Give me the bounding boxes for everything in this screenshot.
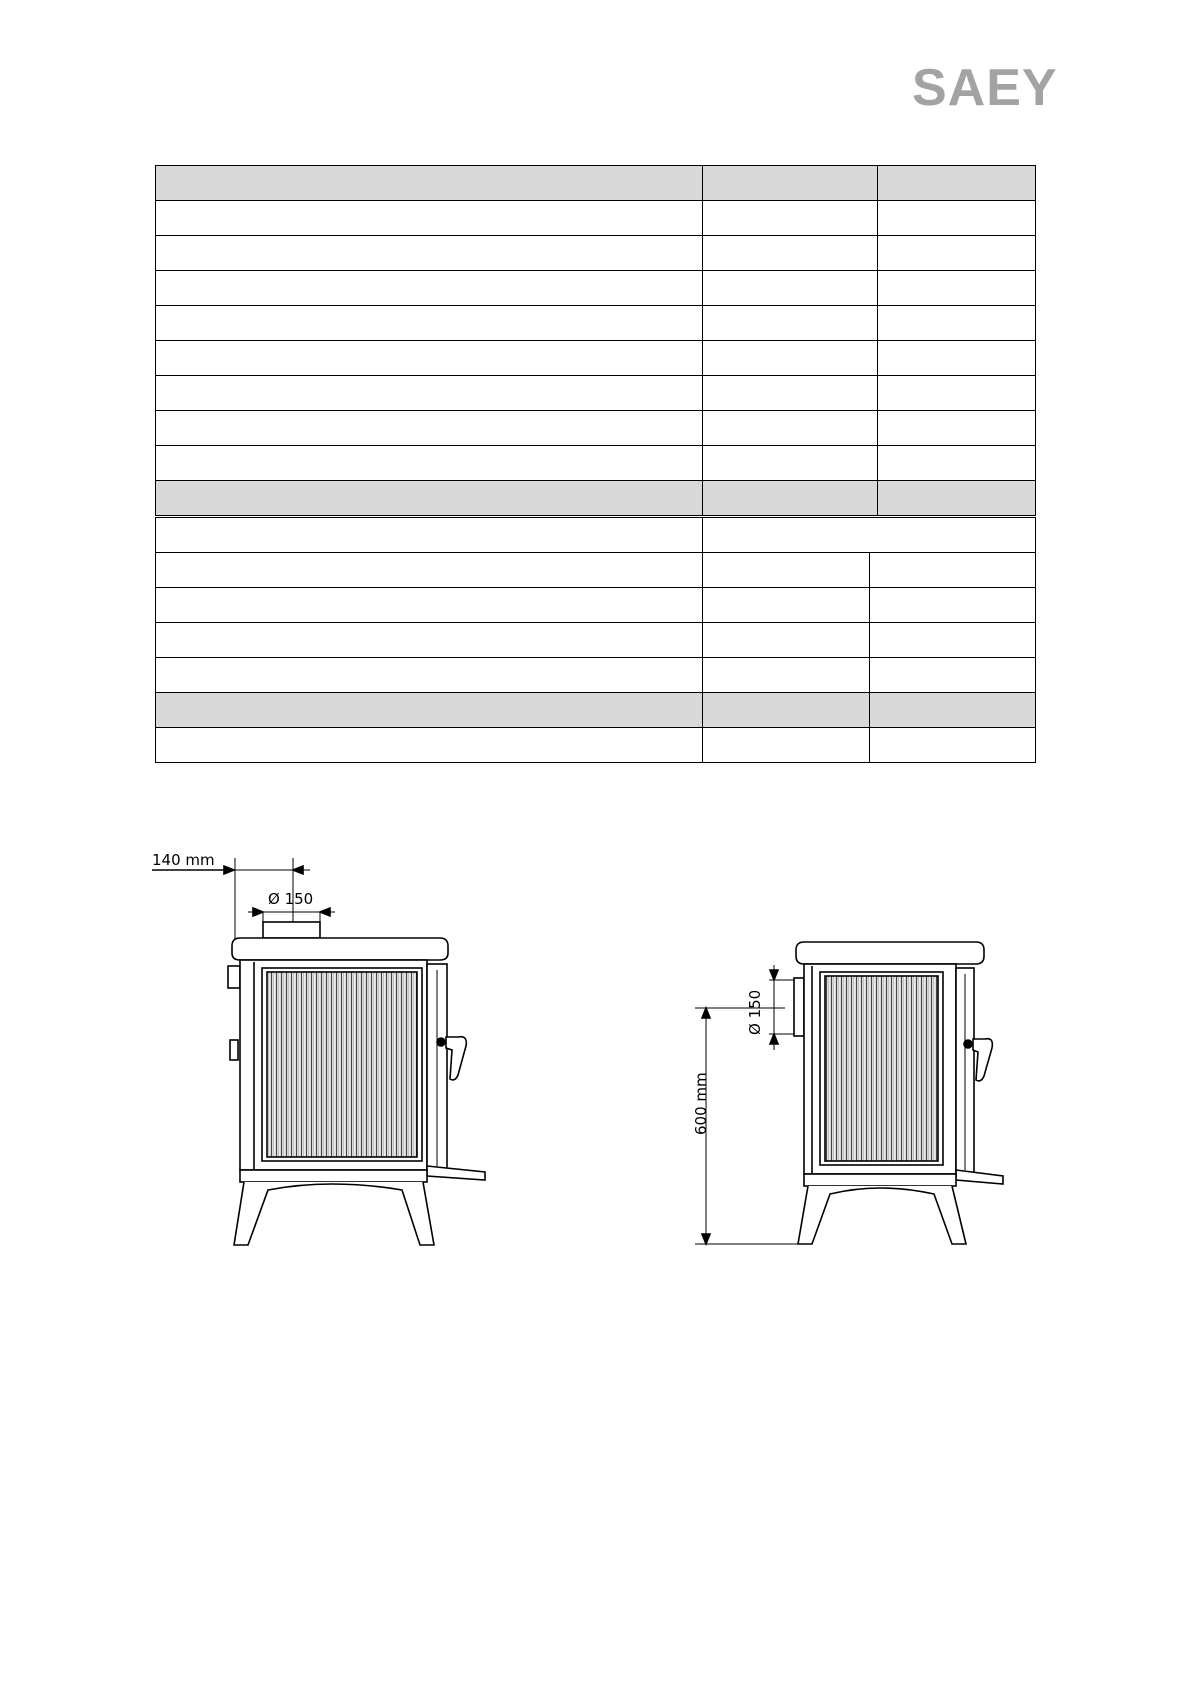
- table-row: [156, 341, 1036, 376]
- table-row-merged: [156, 518, 1036, 553]
- table-row: [156, 201, 1036, 236]
- table-row: [156, 376, 1036, 411]
- spec-table-upper: [155, 165, 1036, 516]
- flue-height-dimension: [695, 1008, 800, 1244]
- stove-drawings: [0, 830, 1191, 1250]
- table-row: [156, 411, 1036, 446]
- table-row: [156, 446, 1036, 481]
- flue-height-label: 600 mm: [692, 1072, 710, 1135]
- flue-diameter-label: Ø 150: [268, 890, 314, 908]
- table-row: [156, 588, 1036, 623]
- table-row: [156, 271, 1036, 306]
- table-row: [156, 658, 1036, 693]
- stove-side-view: [692, 942, 1003, 1244]
- table-row: [156, 236, 1036, 271]
- table-section-header-row: [156, 693, 1036, 728]
- table-header-row: [156, 166, 1036, 201]
- table-row: [156, 306, 1036, 341]
- side-flue-diameter-label: Ø 150: [746, 989, 764, 1035]
- saey-logo: SAEY: [912, 59, 1058, 117]
- table-row: [156, 728, 1036, 763]
- stove-front-view: [152, 851, 485, 1245]
- spec-table-lower: [155, 517, 1036, 763]
- offset-label: 140 mm: [152, 851, 215, 869]
- table-section-header-row: [156, 481, 1036, 516]
- table-row: [156, 553, 1036, 588]
- table-row: [156, 623, 1036, 658]
